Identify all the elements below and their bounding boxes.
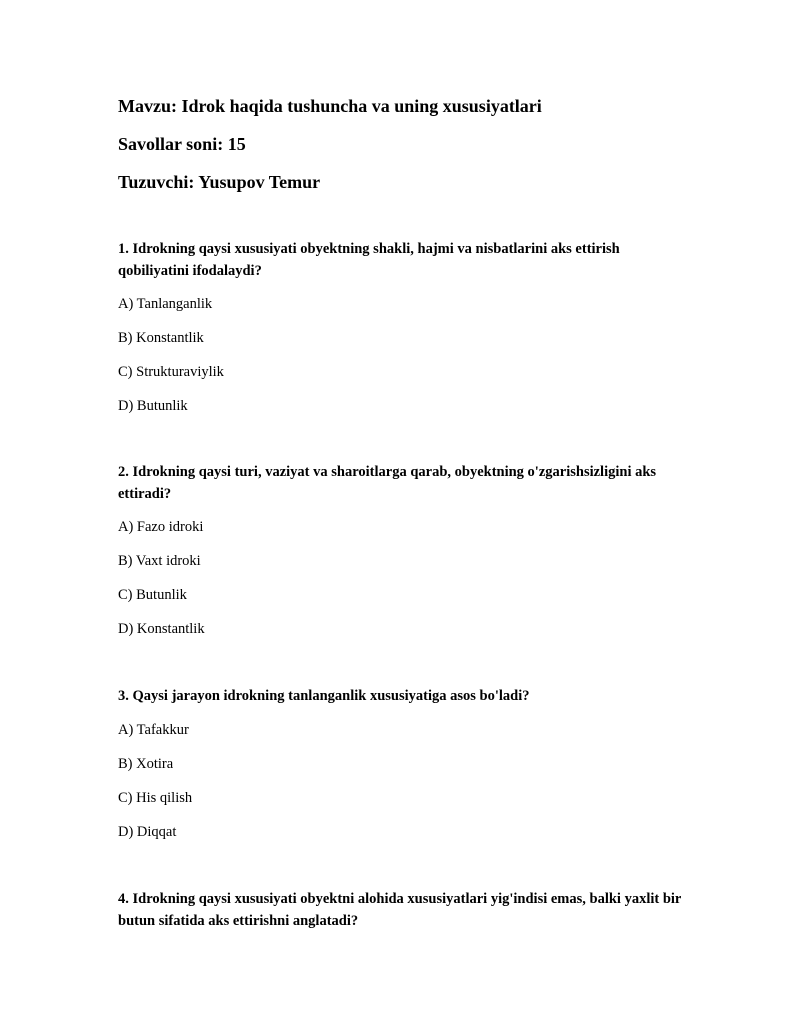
- question-text: 4. Idrokning qaysi xususiyati obyektni alohida xususiyatlari yig'indisi emas, balki yaxlit bir butun sifatida aks ettirishni anglatadi?: [118, 891, 682, 929]
- question-1: [118, 238, 688, 282]
- question-3-option-d: D) Diqqat: [118, 824, 177, 840]
- question-2: [118, 461, 688, 505]
- question-count-heading: Savollar soni: 15: [118, 134, 246, 154]
- question-1-option-c: C) Strukturaviylik: [118, 364, 224, 380]
- question-3-option-c: C) His qilish: [118, 790, 193, 806]
- topic-heading: Mavzu: Idrok haqida tushuncha va uning xususiyatlari: [118, 96, 542, 116]
- question-2-option-d: D) Konstantlik: [118, 621, 205, 637]
- question-3: [118, 685, 688, 707]
- question-3-option-b: B) Xotira: [118, 756, 174, 772]
- question-2-option-a: A) Fazo idroki: [118, 519, 204, 535]
- question-4: [118, 888, 688, 932]
- question-text: 3. Qaysi jarayon idrokning tanlanganlik xususiyatiga asos bo'ladi?: [118, 688, 530, 704]
- question-1-option-a: A) Tanlanganlik: [118, 296, 213, 312]
- question-3-option-a: A) Tafakkur: [118, 722, 189, 738]
- question-text: 2. Idrokning qaysi turi, vaziyat va sharoitlarga qarab, obyektning o'zgarishsizligini aks ettiradi?: [118, 464, 657, 502]
- question-1-option-d: D) Butunlik: [118, 398, 188, 414]
- author-heading: Tuzuvchi: Yusupov Temur: [118, 172, 321, 192]
- question-2-option-c: C) Butunlik: [118, 587, 187, 603]
- question-1-option-b: B) Konstantlik: [118, 330, 204, 346]
- question-text: 1. Idrokning qaysi xususiyati obyektning shakli, hajmi va nisbatlarini aks ettirish qobiliyatini ifodalaydi?: [118, 241, 620, 279]
- question-2-option-b: B) Vaxt idroki: [118, 553, 201, 569]
